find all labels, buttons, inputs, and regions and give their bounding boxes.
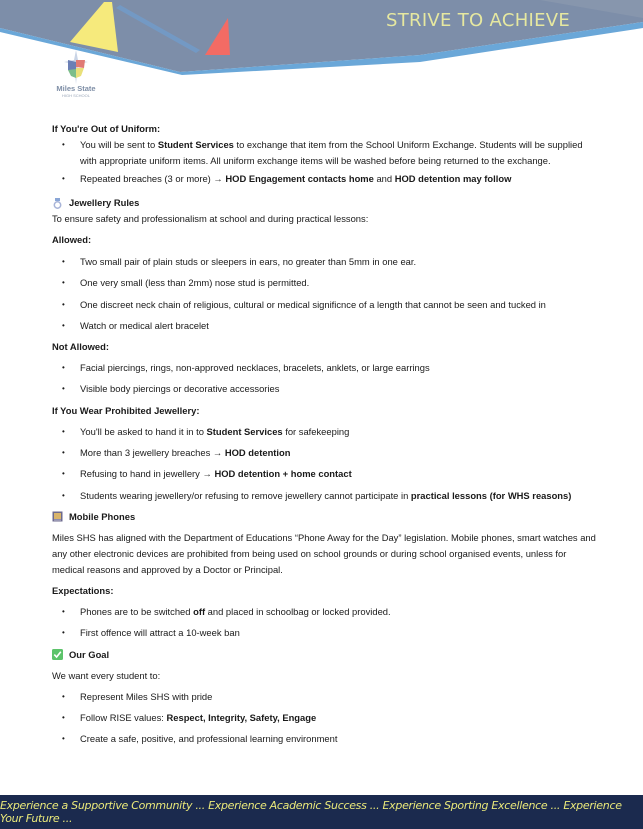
list-item: • One discreet neck chain of religious, cultural or medical significnce of a length that cannot be seen and tucked in [80, 297, 597, 313]
goal-title [52, 647, 597, 663]
document-body [52, 121, 597, 752]
shield-logo-icon [62, 50, 90, 84]
list-item: • One very small (less than 2mm) nose stud is permitted. [80, 275, 597, 291]
mobile-phone-icon [52, 511, 63, 522]
goal-intro: We want every student to: [52, 669, 161, 681]
check-mark-icon [52, 649, 63, 660]
text: Refusing to hand in jewellery → [80, 468, 215, 480]
bold-text: practical lessons (for WHS reasons) [410, 489, 572, 501]
list-item: • Visible body piercings or decorative accessories [80, 381, 597, 397]
text: to exchange that item from the School Uniform Exchange. Students will be supplied with appropriate uniform items. All uniform exchange items will be washed before being returned to the exchange. [80, 139, 583, 166]
list-item [80, 625, 597, 641]
bold-text: HOD Engagement contacts home [225, 173, 374, 184]
prohibited-list [52, 424, 597, 504]
allowed-heading: Allowed: [52, 234, 92, 245]
list-item [80, 710, 597, 726]
list-item [80, 731, 597, 747]
bold-text: off [193, 605, 206, 617]
bold-text: HOD detention may follow [394, 173, 512, 184]
text: You'll be asked to hand it in to [80, 425, 207, 437]
logo-name: Miles State [56, 84, 96, 93]
bold-text: Student Services [157, 139, 234, 150]
bold-text: HOD detention [224, 447, 291, 459]
footer-banner [0, 795, 643, 829]
banner-title: STRIVE TO ACHIEVE [386, 10, 571, 31]
expectations-list [52, 604, 597, 641]
text: and [373, 173, 395, 184]
uniform-list [52, 137, 597, 187]
bold-text: HOD detention + home contact [214, 468, 352, 480]
phones-body: Miles SHS has aligned with the Department of Educations “Phone Away for the Day” legislation. Mobile phones, smart watches and any other electronic devices are prohibited from being used on school grounds or during school organised events, unless for medical reasons and approved by a Doctor or Principal. [52, 531, 596, 575]
phones-title-text: Mobile Phones [69, 510, 136, 522]
list-item: • Two small pair of plain studs or sleepers in ears, no greater than 5mm in one ear. [80, 254, 597, 270]
list-item [80, 137, 597, 169]
jewellery-title [52, 195, 597, 211]
allowed-list [52, 254, 597, 334]
text: Represent Miles SHS with pride [80, 690, 213, 702]
list-item [80, 466, 597, 482]
phones-title [52, 509, 597, 525]
text: for safekeeping [282, 425, 350, 437]
list-item [80, 488, 597, 504]
list-item [80, 604, 597, 620]
text: Students wearing jewellery/or refusing to remove jewellery cannot participate in [80, 489, 411, 501]
prohibited-heading: If You Wear Prohibited Jewellery: [52, 404, 200, 416]
not-allowed-list [52, 360, 597, 397]
text: More than 3 jewellery breaches → [80, 447, 225, 459]
jewellery-intro: To ensure safety and professionalism at school and during practical lessons: [52, 213, 369, 224]
goal-title-text: Our Goal [69, 648, 110, 660]
ring-icon [52, 198, 63, 209]
bold-text: Student Services [206, 425, 283, 437]
list-item: • Watch or medical alert bracelet [80, 318, 597, 334]
footer-tagline: Experience a Supportive Community ... Experience Academic Success ... Experience Sporting Excellence ... Experience Your Future ... [0, 799, 622, 825]
bold-text: Respect, Integrity, Safety, Engage [166, 711, 317, 723]
uniform-heading: If You're Out of Uniform: [52, 123, 161, 134]
expectations-heading: Expectations: [52, 584, 114, 596]
logo-subtitle: HIGH SCHOOL [61, 93, 90, 98]
text: and placed in schoolbag or locked provided. [205, 605, 391, 617]
text: You will be sent to [80, 139, 158, 150]
school-logo [46, 50, 106, 102]
goal-list [52, 689, 597, 748]
list-item [80, 171, 597, 187]
list-item [80, 424, 597, 440]
text: Phones are to be switched [80, 605, 194, 617]
text: Create a safe, positive, and professional learning environment [80, 733, 338, 745]
not-allowed-heading: Not Allowed: [52, 341, 109, 353]
jewellery-title-text: Jewellery Rules [69, 197, 140, 208]
list-item [80, 689, 597, 705]
text: Follow RISE values: [80, 711, 167, 723]
text: First offence will attract a 10-week ban [80, 627, 240, 639]
list-item: • Facial piercings, rings, non-approved necklaces, bracelets, anklets, or large earrings [80, 360, 597, 376]
list-item [80, 445, 597, 461]
text: Repeated breaches (3 or more) → [80, 173, 226, 184]
